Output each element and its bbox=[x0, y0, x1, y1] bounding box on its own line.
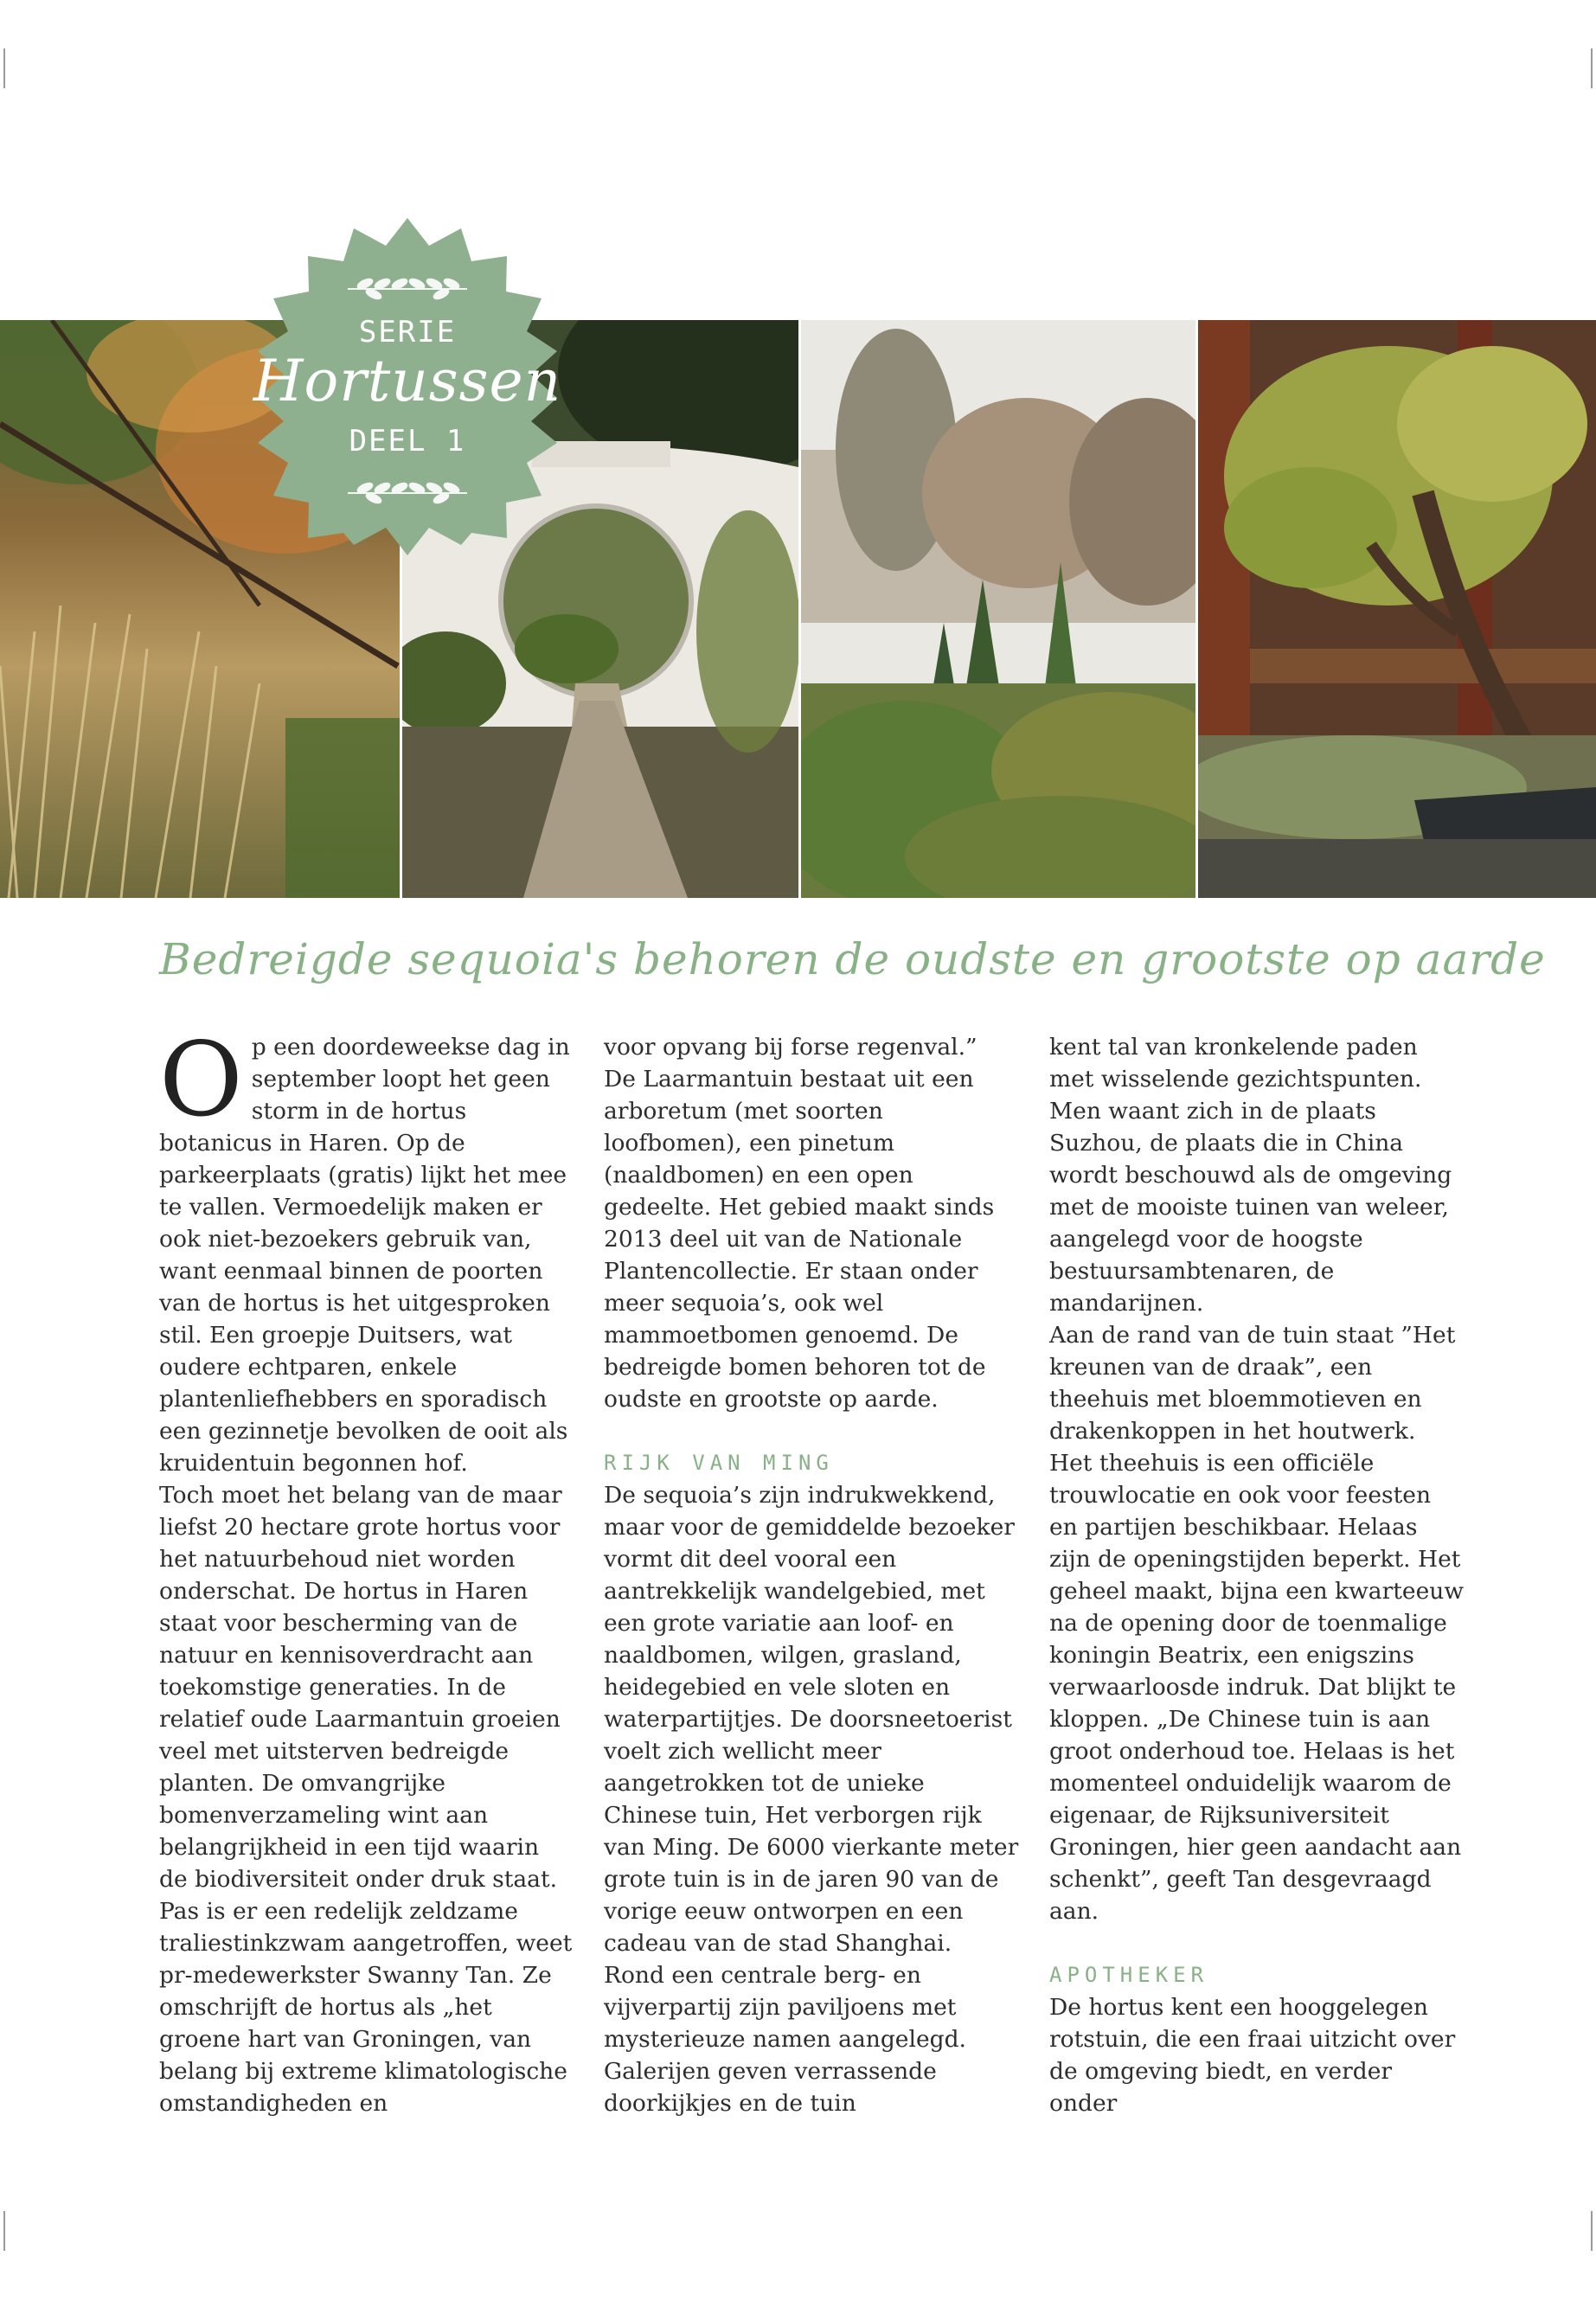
paragraph: De Laarmantuin bestaat uit een arboretum (met soorten loofbomen), een pinetum (naaldbomen) en een open gedeelte. Het gebied maakt sinds 2013 deel uit van de Nationale Plantencollectie. Er staan onder meer sequoia’s, ook wel mammoetbomen genoemd. De bedreigde bomen behoren tot de oudste en grootste op aarde. bbox=[604, 1066, 995, 1413]
series-badge bbox=[244, 218, 571, 555]
crop-mark-bottom-right bbox=[1591, 2211, 1593, 2251]
badge-part-label: DEEL 1 bbox=[349, 424, 466, 458]
paragraph: Rond een centrale berg- en vijverpartij zijn paviljoens met mysterieuze namen aangelegd. Galerijen geven verrassende doorkijkjes en de tuin bbox=[604, 1962, 966, 2117]
section-heading-apotheker: APOTHEKER bbox=[1049, 1963, 1209, 1987]
article-column-1 bbox=[159, 1020, 574, 2119]
article-column-2 bbox=[604, 1031, 1019, 2119]
article-column-3 bbox=[1049, 1031, 1465, 2119]
drop-cap: O bbox=[159, 1020, 243, 1139]
paragraph: Aan de rand van de tuin staat ”Het kreunen van de draak”, een theehuis met bloemmotieven en drakenkoppen in het houtwerk. Het theehuis is een officiële trouwlocatie en ook voor feesten en partijen beschikbaar. Helaas zijn de openingstijden beperkt. Het geheel maakt, bijna een kwarteeuw na de opening door de toenmalige koningin Beatrix, een enigszins verwaarloosde indruk. Dat blijkt te kloppen. „De Chinese tuin is aan groot onderhoud toe. Helaas is het momenteel onduidelijk waarom de eigenaar, de Rijksuniversiteit Groningen, hier geen aandacht aan schenkt”, geeft Tan desgevraagd aan. bbox=[1049, 1322, 1465, 1925]
paragraph: kent tal van kronkelende paden met wisselende gezichtspunten. Men waant zich in de plaats Suzhou, de plaats die in China wordt beschouwd als de omgeving met de mooiste tuinen van weleer, aangelegd voor de hoogste bestuursambtenaren, de mandarijnen. bbox=[1049, 1034, 1452, 1317]
paragraph: De hortus kent een hooggelegen rotstuin, die een fraai uitzicht over de omgeving biedt, en verder onder bbox=[1049, 1994, 1456, 2117]
crop-mark-top-right bbox=[1591, 48, 1593, 88]
crop-mark-bottom-left bbox=[3, 2211, 5, 2251]
crop-mark-top-left bbox=[3, 48, 5, 88]
paragraph: Toch moet het belang van de maar liefst 20 hectare grote hortus voor het natuurbehoud niet worden onderschat. De hortus in Haren staat voor bescherming van de natuur en kennisoverdracht aan toekomstige generaties. In de relatief oude Laarmantuin groeien veel met uitsterven bedreigde planten. De omvangrijke bomenverzameling wint aan belangrijkheid in een tijd waarin de biodiversiteit onder druk staat. Pas is er een redelijk zeldzame traliestinkzwam aangetroffen, weet pr-medewerkster Swanny Tan. Ze omschrijft de hortus als „het groene hart van Groningen, van belang bij extreme klimatologische omstandigheden en bbox=[159, 1482, 573, 2117]
paragraph: De sequoia’s zijn indrukwekkend, maar voor de gemiddelde bezoeker vormt dit deel vooral een aantrekkelijk wandelgebied, met een grote variatie aan loof- en naaldbomen, wilgen, grasland, heidegebied en vele sloten en waterpartijtjes. De doorsneetoerist voelt zich wellicht meer aangetrokken tot de unieke Chinese tuin, Het verborgen rijk van Ming. De 6000 vierkante meter grote tuin is in de jaren 90 van de vorige eeuw ontworpen en een cadeau van de stad Shanghai. bbox=[604, 1482, 1019, 1957]
article-headline: Bedreigde sequoia's behoren de oudste en grootste op aarde bbox=[159, 934, 1546, 984]
pinetum-photo bbox=[801, 320, 1195, 898]
badge-series-title: Hortussen bbox=[253, 348, 562, 414]
paragraph: p een doordeweekse dag in september loopt het geen storm in de hortus botanicus in Haren. Op de parkeerplaats (gratis) lijkt het mee te vallen. Vermoedelijk maken er ook niet-bezoekers gebruik van, want eenmaal binnen de poorten van de hortus is het uitgesproken stil. Een groepje Duitsers, wat oudere echtparen, enkele plantenliefhebbers en sporadisch een gezinnetje bevolken de ooit als kruidentuin begonnen hof. bbox=[159, 1034, 570, 1477]
paragraph: voor opvang bij forse regenval.” bbox=[604, 1034, 977, 1061]
section-heading-rijk-van-ming: RIJK VAN MING bbox=[604, 1451, 834, 1475]
photo-strip bbox=[0, 320, 1596, 898]
bonsai-photo bbox=[1198, 320, 1596, 898]
badge-serie-label: SERIE bbox=[358, 315, 457, 349]
